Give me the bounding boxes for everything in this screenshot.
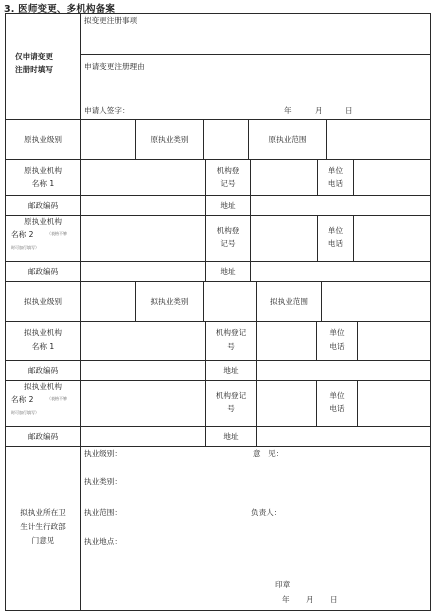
prop-address1-label: 地址 <box>223 366 239 375</box>
prop-address1-field[interactable] <box>256 360 431 381</box>
orig-org1-label-line1: 原执业机构 <box>24 166 62 175</box>
opinion-date-day: 日 <box>330 595 338 604</box>
orig-scope-label: 原执业范围 <box>268 135 307 144</box>
prop-org2-phone-field[interactable] <box>357 380 431 427</box>
prop-org1-label-line1: 拟执业机构 <box>24 328 62 337</box>
opinion-category-label: 执业类别： <box>84 477 122 486</box>
prop-postal2-field[interactable] <box>80 426 206 447</box>
orig-category-field[interactable] <box>203 119 249 160</box>
orig-postal2-field[interactable] <box>80 261 206 282</box>
orig-org2-label-line1: 原执业机构 <box>24 217 62 226</box>
prop-org1-name-field[interactable] <box>80 321 206 361</box>
opinion-person-label: 负责人： <box>251 508 282 517</box>
orig-org1-phone-label-line1: 单位 <box>327 166 344 175</box>
orig-org1-phone-label-line2: 电话 <box>327 179 344 188</box>
prop-org1-phone-label-line2: 电话 <box>329 342 345 351</box>
orig-org2-reg-label-line2: 记号 <box>220 239 236 248</box>
orig-address1-label: 地址 <box>220 201 236 210</box>
orig-postal1-label: 邮政编码 <box>27 201 59 210</box>
orig-address2-field[interactable] <box>250 261 431 282</box>
prop-address2-label: 地址 <box>223 432 239 441</box>
prop-org1-reg-label-line1: 机构登记 <box>215 328 247 337</box>
opinion-label: 意 见： <box>253 449 284 458</box>
orig-address1-field[interactable] <box>250 195 431 216</box>
prop-org1-phone-label-line1: 单位 <box>329 328 345 337</box>
date-month: 月 <box>315 106 323 115</box>
prop-org2-reg-label-line2: 号 <box>227 404 235 413</box>
opinion-field[interactable] <box>80 446 431 611</box>
opinion-level-label: 执业级别： <box>84 449 122 458</box>
orig-org2-name-field[interactable] <box>80 215 206 262</box>
opinion-side-line3: 门意见 <box>31 536 55 545</box>
orig-postal2-label: 邮政编码 <box>27 267 59 276</box>
orig-level-label: 原执业级别 <box>24 135 62 144</box>
prop-org2-reg-label-line1: 机构登记 <box>215 391 247 400</box>
prop-level-field[interactable] <box>80 281 136 322</box>
prop-org2-label-line1: 拟执业机构 <box>24 382 62 391</box>
orig-scope-field[interactable] <box>326 119 431 160</box>
date-day: 日 <box>345 106 353 115</box>
orig-level-field[interactable] <box>80 119 136 160</box>
change-reason-label: 申请变更注册理由 <box>84 62 145 71</box>
signature-label: 申请人签字： <box>84 106 130 115</box>
prop-org2-name-field[interactable] <box>80 380 206 427</box>
prop-org2-note-2: 时可加行填写） <box>11 410 39 415</box>
orig-org2-reg-label-line1: 机构登 <box>216 226 240 235</box>
prop-postal1-field[interactable] <box>80 360 206 381</box>
opinion-scope-label: 执业范围： <box>84 508 122 517</box>
orig-org1-name-field[interactable] <box>80 159 206 196</box>
prop-org1-label-line2: 名称 1 <box>31 342 55 351</box>
date-year: 年 <box>284 106 292 115</box>
prop-org2-phone-label-line1: 单位 <box>329 391 345 400</box>
prop-org1-reg-label-line2: 号 <box>227 342 235 351</box>
prop-level-label: 拟执业级别 <box>24 297 62 306</box>
prop-category-label: 拟执业类别 <box>150 297 189 306</box>
opinion-seal-label: 印章 <box>275 580 291 589</box>
prop-category-field[interactable] <box>203 281 257 322</box>
orig-org2-note-2: 时可加行填写） <box>11 245 39 250</box>
opinion-location-label: 执业地点： <box>84 537 122 546</box>
prop-scope-field[interactable] <box>321 281 431 322</box>
registration-form <box>5 13 431 611</box>
orig-address2-label: 地址 <box>220 267 236 276</box>
orig-org1-label-line2: 名称 1 <box>31 179 55 188</box>
orig-org2-reg-field[interactable] <box>250 215 318 262</box>
orig-org2-phone-field[interactable] <box>353 215 431 262</box>
orig-category-label: 原执业类别 <box>150 135 189 144</box>
prop-postal1-label: 邮政编码 <box>27 366 59 375</box>
prop-address2-field[interactable] <box>256 426 431 447</box>
opinion-side-line1: 拟执业所在卫 <box>20 508 66 517</box>
prop-postal2-label: 邮政编码 <box>27 432 59 441</box>
prop-org1-reg-field[interactable] <box>256 321 317 361</box>
applicant-side-label-1: 仅申请变更 <box>15 52 53 61</box>
applicant-side-label-2: 注册时填写 <box>15 65 53 74</box>
orig-org1-reg-label-line2: 记号 <box>220 179 236 188</box>
opinion-side-line2: 生计生行政部 <box>20 522 66 531</box>
orig-postal1-field[interactable] <box>80 195 206 216</box>
prop-org2-reg-field[interactable] <box>256 380 317 427</box>
prop-org2-phone-label-line2: 电话 <box>329 404 345 413</box>
orig-org2-label-line2: 名称 2 <box>11 230 34 239</box>
opinion-date-month: 月 <box>306 595 314 604</box>
prop-org2-label-line2: 名称 2 <box>11 395 34 404</box>
prop-org1-phone-field[interactable] <box>357 321 431 361</box>
section-title: 3. 医师变更、多机构备案 <box>4 4 116 15</box>
orig-org1-phone-field[interactable] <box>353 159 431 196</box>
orig-org2-note-1: （表格不够 <box>47 231 67 236</box>
orig-org2-phone-label-line2: 电话 <box>327 239 344 248</box>
opinion-date-year: 年 <box>282 595 290 604</box>
prop-scope-label: 拟执业范围 <box>270 297 308 306</box>
orig-org1-reg-field[interactable] <box>250 159 318 196</box>
prop-org2-note-1: （表格不够 <box>47 396 67 401</box>
orig-org2-phone-label-line1: 单位 <box>327 226 344 235</box>
orig-org1-reg-label-line1: 机构登 <box>216 166 240 175</box>
change-items-label: 拟变更注册事项 <box>84 16 138 25</box>
